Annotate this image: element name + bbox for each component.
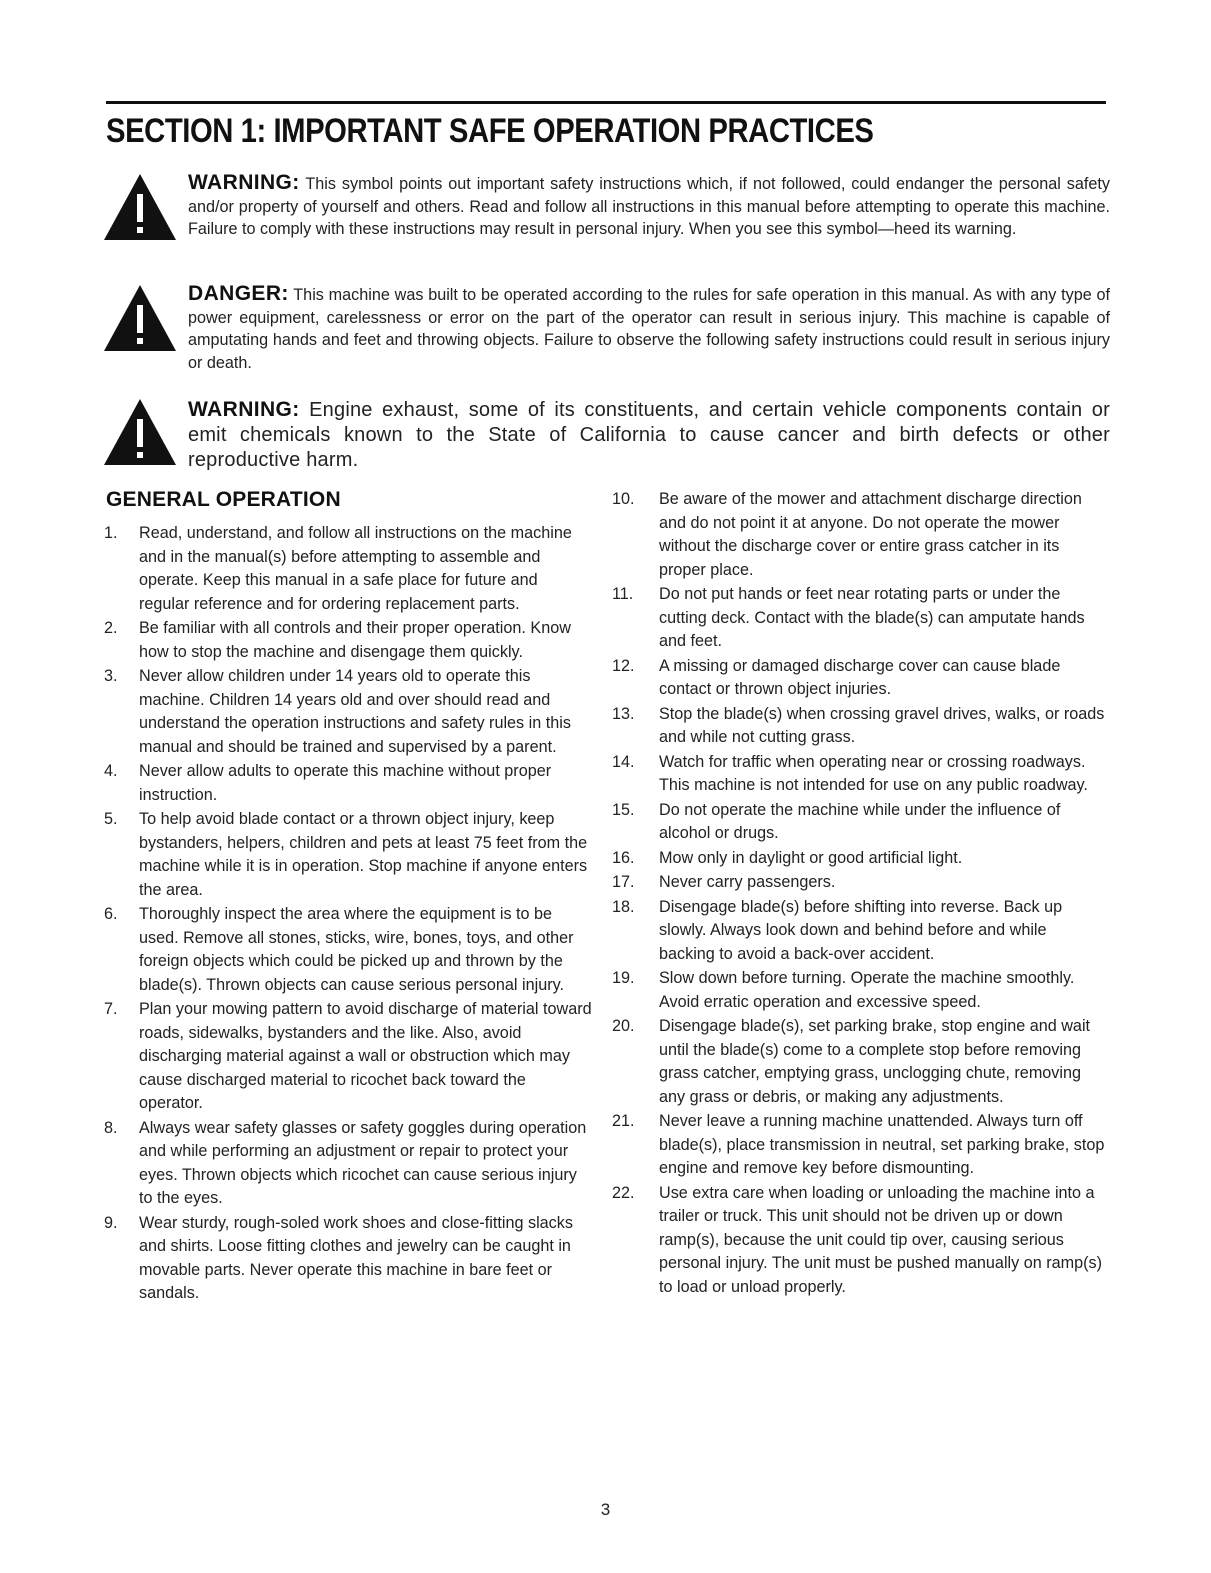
list-item xyxy=(104,617,592,664)
section-title: SECTION 1: IMPORTANT SAFE OPERATION PRACTICES xyxy=(106,112,874,150)
notice-body: This machine was built to be operated according to the rules for safe operation in this manual. As with any type of power equipment, carelessness or error on the part of the operator can result in serious injury. This machine is capable of amputating hands and feet and throwing objects. Failure to observe the following safety instructions could result in serious injury or death. xyxy=(188,286,1110,372)
notice-text xyxy=(188,397,1110,473)
item-text: Always wear safety glasses or safety goggles during operation and while performing an adjustment or repair to protect your eyes. Thrown objects which ricochet can cause serious injury to the eyes. xyxy=(139,1118,587,1207)
item-number: 12. xyxy=(612,656,635,675)
item-number: 18. xyxy=(612,897,635,916)
item-text: To help avoid blade contact or a thrown object injury, keep bystanders, helpers, children and pets at least 75 feet from the machine while it is in operation. Stop machine if anyone enters the area. xyxy=(139,810,588,899)
notice-lead: WARNING: xyxy=(188,171,300,194)
list-item xyxy=(612,751,1106,798)
item-number: 9. xyxy=(104,1213,118,1232)
item-number: 10. xyxy=(612,490,635,508)
item-text: Never carry passengers. xyxy=(659,873,836,891)
item-number: 22. xyxy=(612,1183,635,1202)
list-item xyxy=(612,1110,1106,1181)
item-number: 21. xyxy=(612,1112,635,1130)
list-item xyxy=(612,583,1106,654)
list-item xyxy=(104,1212,592,1306)
item-number: 13. xyxy=(612,704,635,723)
list-item xyxy=(104,760,592,807)
list-item xyxy=(612,967,1106,1014)
warning-triangle-icon xyxy=(102,283,178,353)
list-item xyxy=(612,871,1106,895)
list-item xyxy=(104,1117,592,1211)
item-number: 14. xyxy=(612,752,635,771)
item-text: Use extra care when loading or unloading the machine into a trailer or truck. This unit should not be driven up or down ramp(s), because the unit could tip over, causing serious personal injury. The unit must be pushed manually on ramp(s) to load or unload properly. xyxy=(659,1183,1102,1296)
item-number: 7. xyxy=(104,1000,118,1018)
item-text: Never allow adults to operate this machine without proper instruction. xyxy=(139,762,552,804)
item-number: 15. xyxy=(612,800,635,819)
item-number: 19. xyxy=(612,969,635,987)
list-item xyxy=(612,799,1106,846)
item-text: Be aware of the mower and attachment discharge direction and do not point it at anyone. Do not operate the mower without the discharge cover or entire grass catcher in its proper place. xyxy=(659,490,1082,579)
list-item xyxy=(612,488,1106,582)
item-number: 8. xyxy=(104,1118,118,1137)
item-text: Stop the blade(s) when crossing gravel drives, walks, or roads and while not cutting grass. xyxy=(659,704,1105,746)
item-text: Do not operate the machine while under the influence of alcohol or drugs. xyxy=(659,800,1061,842)
item-text: Watch for traffic when operating near or crossing roadways. This machine is not intended for use on any public roadway. xyxy=(659,752,1088,794)
list-item xyxy=(612,847,1106,871)
top-rule xyxy=(106,101,1106,104)
notice-text xyxy=(188,172,1110,241)
safety-rules-list-left xyxy=(104,522,592,1307)
california-warning-notice xyxy=(102,397,1110,473)
item-number: 17. xyxy=(612,873,635,891)
item-text: Be familiar with all controls and their proper operation. Know how to stop the machine and disengage them quickly. xyxy=(139,619,571,661)
item-number: 5. xyxy=(104,810,118,828)
list-item xyxy=(612,1182,1106,1300)
item-text: Never leave a running machine unattended. Always turn off blade(s), place transmission in neutral, set parking brake, stop engine and remove key before dismounting. xyxy=(659,1112,1105,1177)
list-item xyxy=(104,903,592,997)
item-text: Wear sturdy, rough-soled work shoes and close-fitting slacks and shirts. Loose fitting clothes and jewelry can be caught in movable parts. Never operate this machine in bare feet or sandals. xyxy=(139,1213,573,1302)
list-item xyxy=(104,665,592,759)
item-text: Never allow children under 14 years old to operate this machine. Children 14 years old and over should read and understand the operation instructions and safety rules in this manual and should be trained and supervised by a parent. xyxy=(139,667,571,756)
notice-text xyxy=(188,283,1110,374)
item-text: Read, understand, and follow all instructions on the machine and in the manual(s) before attempting to assemble and operate. Keep this manual in a safe place for future and regular reference and for ordering replacement parts. xyxy=(139,524,572,613)
item-text: Thoroughly inspect the area where the equipment is to be used. Remove all stones, sticks, wire, bones, toys, and other foreign objects which could be picked up and thrown by the blade(s). Thrown objects can cause serious personal injury. xyxy=(139,905,574,994)
list-item xyxy=(104,522,592,616)
notice-body: Engine exhaust, some of its constituents, and certain vehicle components contain or emit chemicals known to the State of California to cause cancer and birth defects or other reproductive harm. xyxy=(188,399,1110,471)
notice-lead: DANGER: xyxy=(188,282,289,305)
item-number: 1. xyxy=(104,524,118,542)
list-item xyxy=(612,703,1106,750)
item-text: Disengage blade(s) before shifting into reverse. Back up slowly. Always look down and behind before and while backing to avoid a back-over accident. xyxy=(659,897,1063,963)
item-text: A missing or damaged discharge cover can cause blade contact or thrown object injuries. xyxy=(659,656,1061,698)
safety-rules-list-right xyxy=(612,488,1106,1300)
list-item xyxy=(104,808,592,902)
item-text: Disengage blade(s), set parking brake, stop engine and wait until the blade(s) come to a complete stop before removing grass catcher, emptying grass, unclogging chute, removing any grass or debris, or making any adjustments. xyxy=(659,1017,1091,1106)
item-text: Do not put hands or feet near rotating parts or under the cutting deck. Contact with the blade(s) can amputate hands and feet. xyxy=(659,585,1085,650)
warning-notice xyxy=(102,172,1110,241)
item-number: 20. xyxy=(612,1017,635,1035)
item-number: 3. xyxy=(104,667,118,685)
list-item xyxy=(612,896,1106,967)
warning-triangle-icon xyxy=(102,172,178,242)
item-number: 6. xyxy=(104,905,118,923)
item-number: 11. xyxy=(612,585,634,603)
item-text: Plan your mowing pattern to avoid discharge of material toward roads, sidewalks, bystanders and the like. Also, avoid discharging material against a wall or obstruction which may cause discharged material to ricochet back toward the operator. xyxy=(139,1000,592,1112)
warning-triangle-icon xyxy=(102,397,178,467)
list-item xyxy=(612,655,1106,702)
notice-body: This symbol points out important safety instructions which, if not followed, could endanger the personal safety and/or property of yourself and others. Read and follow all instructions in this manual before attempting to operate this machine. Failure to comply with these instructions may result in personal injury. When you see this symbol—heed its warning. xyxy=(188,175,1110,238)
item-number: 2. xyxy=(104,619,118,637)
general-operation-heading: GENERAL OPERATION xyxy=(106,488,341,511)
item-number: 16. xyxy=(612,848,635,867)
notice-lead: WARNING: xyxy=(188,398,300,421)
item-text: Mow only in daylight or good artificial light. xyxy=(659,848,963,867)
danger-notice xyxy=(102,283,1110,374)
item-number: 4. xyxy=(104,762,118,780)
item-text: Slow down before turning. Operate the machine smoothly. Avoid erratic operation and excessive speed. xyxy=(659,969,1075,1011)
page-number: 3 xyxy=(600,1500,611,1519)
list-item xyxy=(612,1015,1106,1109)
list-item xyxy=(104,998,592,1116)
